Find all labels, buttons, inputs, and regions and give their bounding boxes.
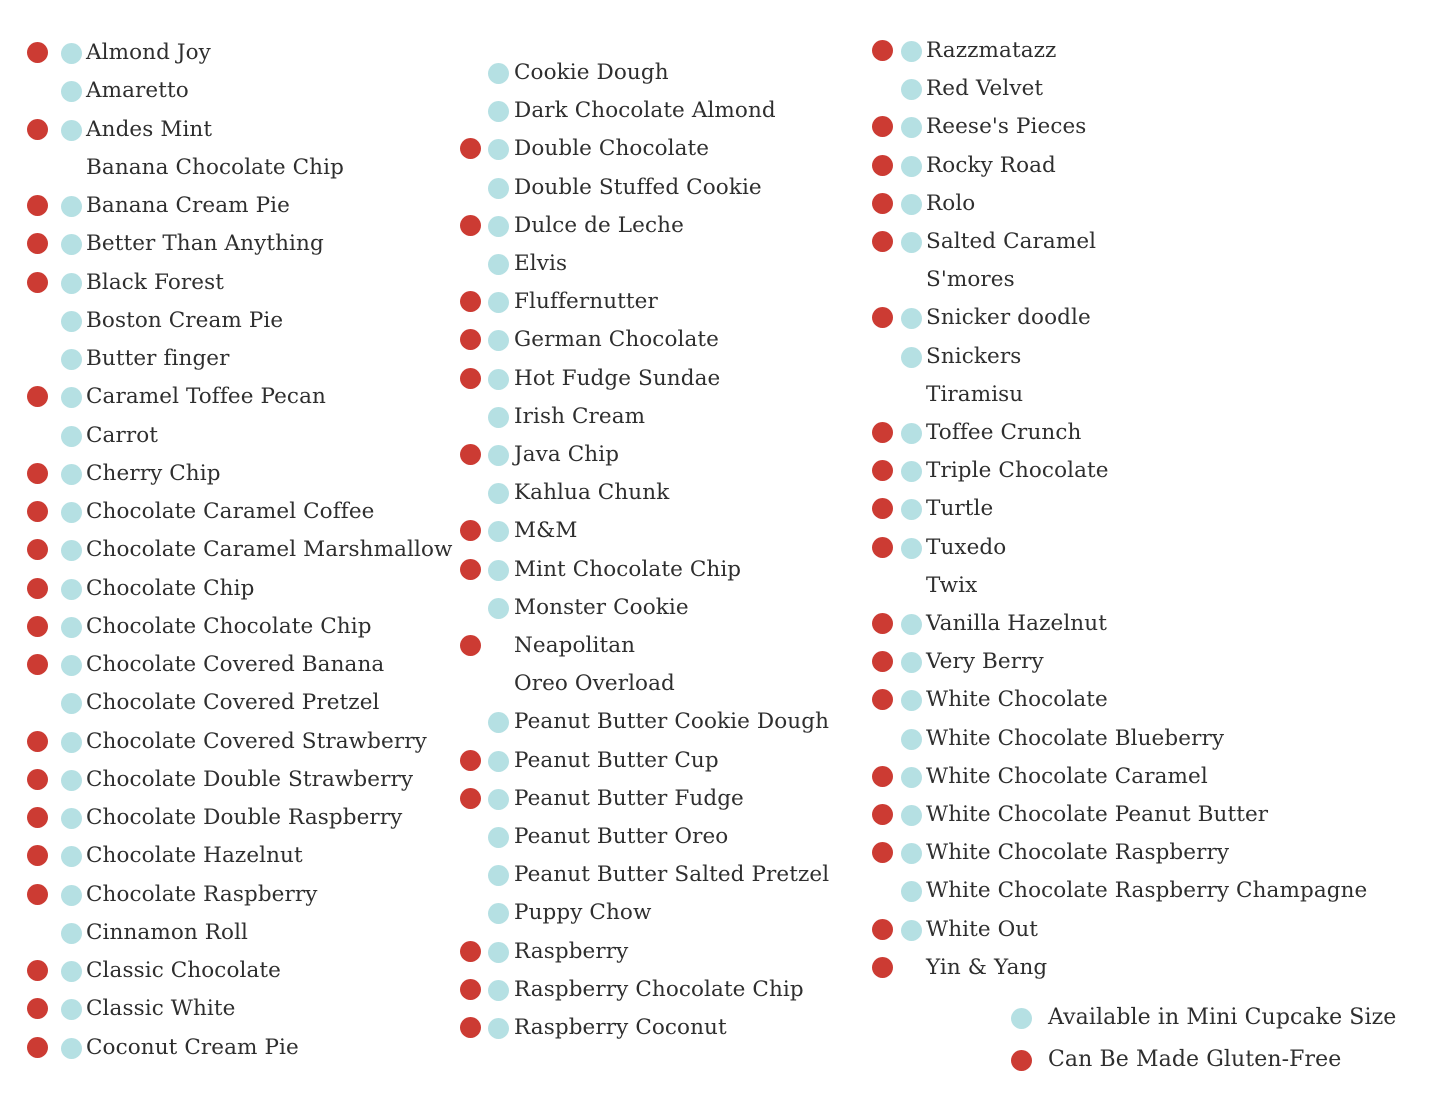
red-dot-icon [872, 422, 893, 443]
flavor-name: Peanut Butter Cup [514, 747, 719, 773]
light-blue-dot-icon [901, 117, 922, 138]
flavor-name: Reese's Pieces [926, 114, 1087, 140]
light-blue-dot-icon [901, 805, 922, 826]
flavor-name: Double Stuffed Cookie [514, 174, 762, 200]
flavor-name: Black Forest [86, 269, 224, 295]
red-dot-icon [27, 501, 48, 522]
red-dot-icon [27, 807, 48, 828]
flavor-name: Yin & Yang [926, 954, 1048, 980]
red-dot-icon [460, 215, 481, 236]
light-blue-dot-icon [488, 216, 509, 237]
light-blue-dot-icon [61, 693, 82, 714]
red-dot-icon [872, 498, 893, 519]
red-dot-icon [27, 272, 48, 293]
flavor-name: White Chocolate Peanut Butter [926, 802, 1269, 827]
legend-gluten-free-label: Can Be Made Gluten-Free [1048, 1047, 1342, 1072]
light-blue-dot-icon [61, 502, 82, 523]
light-blue-dot-icon [488, 789, 509, 810]
light-blue-dot-icon [901, 423, 922, 444]
light-blue-dot-icon [61, 1038, 82, 1059]
light-blue-dot-icon [901, 232, 922, 253]
red-dot-icon [27, 42, 48, 63]
red-dot-icon [460, 635, 481, 656]
red-dot-icon [460, 291, 481, 312]
light-blue-dot-icon [901, 920, 922, 941]
light-blue-dot-icon [901, 308, 922, 329]
red-dot-icon [27, 769, 48, 790]
light-blue-dot-icon [61, 579, 82, 600]
red-dot-icon [460, 444, 481, 465]
red-dot-icon [872, 193, 893, 214]
light-blue-dot-icon [488, 712, 509, 733]
light-blue-dot-icon [61, 81, 82, 102]
flavor-name: Raspberry Coconut [514, 1015, 727, 1040]
light-blue-dot-icon [488, 865, 509, 886]
red-dot-icon [27, 654, 48, 675]
light-blue-dot-icon [61, 349, 82, 370]
light-blue-dot-icon [901, 767, 922, 788]
legend-mini [1011, 1003, 1411, 1033]
red-dot-icon [872, 689, 893, 710]
light-blue-dot-icon [488, 292, 509, 313]
flavor-name: Banana Cream Pie [86, 193, 290, 218]
flavor-name: Chocolate Caramel Marshmallow [86, 537, 453, 563]
flavor-name: Boston Cream Pie [86, 307, 284, 333]
red-dot-icon [872, 155, 893, 176]
light-blue-dot-icon [488, 254, 509, 275]
flavor-name: Mint Chocolate Chip [514, 556, 742, 582]
red-dot-icon [27, 539, 48, 560]
flavor-name: Butter finger [86, 346, 230, 371]
red-dot-icon [27, 998, 48, 1019]
red-dot-icon [27, 578, 48, 599]
red-dot-icon [460, 1017, 481, 1038]
light-blue-dot-icon [488, 63, 509, 84]
flavor-name: Classic Chocolate [86, 958, 281, 983]
light-blue-dot-icon [488, 483, 509, 504]
flavor-name: White Chocolate Blueberry [926, 725, 1225, 751]
flavor-name: Almond Joy [86, 40, 211, 65]
flavor-name: Hot Fudge Sundae [514, 365, 721, 391]
legend-mini-label: Available in Mini Cupcake Size [1048, 1005, 1397, 1030]
flavor-name: Monster Cookie [514, 594, 689, 620]
flavor-name: Peanut Butter Oreo [514, 824, 729, 849]
light-blue-dot-icon [61, 732, 82, 753]
flavor-name: Better Than Anything [86, 231, 324, 257]
light-blue-dot-icon [61, 426, 82, 447]
flavor-name: Irish Cream [514, 403, 646, 429]
light-blue-dot-icon [901, 156, 922, 177]
flavor-item-white-chocolate-raspberry-champagne [0, 876, 1368, 906]
flavor-name: Peanut Butter Cookie Dough [514, 709, 830, 735]
light-blue-dot-icon [901, 41, 922, 62]
light-blue-dot-icon [61, 464, 82, 485]
flavor-name: German Chocolate [514, 327, 719, 353]
light-blue-dot-icon [61, 234, 82, 255]
red-dot-icon [460, 520, 481, 541]
flavor-name: Cinnamon Roll [86, 919, 249, 945]
red-dot-icon [872, 613, 893, 634]
flavor-name: Fluffernutter [514, 289, 658, 315]
red-dot-icon [872, 537, 893, 558]
light-blue-dot-icon [61, 999, 82, 1020]
light-blue-dot-icon [488, 330, 509, 351]
light-blue-dot-icon [901, 194, 922, 215]
light-blue-dot-icon [901, 461, 922, 482]
red-dot-icon [460, 788, 481, 809]
red-dot-icon [872, 919, 893, 940]
flavor-name: Puppy Chow [514, 900, 652, 926]
flavor-name: Peanut Butter Fudge [514, 785, 744, 811]
red-dot-icon [460, 138, 481, 159]
flavor-name: Amaretto [86, 78, 189, 104]
flavor-name: White Chocolate Caramel [926, 763, 1208, 789]
light-blue-dot-icon [61, 655, 82, 676]
flavor-name: Chocolate Chip [86, 575, 255, 601]
flavor-name: White Chocolate Raspberry Champagne [926, 878, 1368, 904]
red-dot-icon [27, 616, 48, 637]
flavor-name: Classic White [86, 996, 236, 1022]
light-blue-dot-icon [488, 369, 509, 390]
flavor-name: Chocolate Double Raspberry [86, 805, 403, 830]
light-blue-dot-icon [488, 751, 509, 772]
flavor-name: Rolo [926, 190, 976, 216]
flavor-name: Chocolate Raspberry [86, 881, 318, 907]
red-dot-icon [872, 842, 893, 863]
light-blue-dot-icon [488, 101, 509, 122]
light-blue-dot-icon [61, 885, 82, 906]
flavor-name: Tuxedo [926, 534, 1007, 560]
red-dot-icon [27, 731, 48, 752]
light-blue-dot-icon [901, 79, 922, 100]
flavor-name: Raspberry [514, 938, 629, 964]
light-blue-dot-icon [61, 273, 82, 294]
light-blue-dot-icon [901, 499, 922, 520]
flavor-name: Neapolitan [514, 633, 636, 658]
flavor-name: Chocolate Hazelnut [86, 843, 303, 869]
light-blue-dot-icon [61, 770, 82, 791]
flavor-name: Dulce de Leche [514, 212, 684, 238]
light-blue-dot-icon [488, 139, 509, 160]
flavor-name: Raspberry Chocolate Chip [514, 976, 804, 1002]
light-blue-dot-icon [488, 560, 509, 581]
light-blue-dot-icon [901, 690, 922, 711]
light-blue-dot-icon [901, 347, 922, 368]
flavor-name: M&M [514, 518, 578, 544]
flavor-name: Caramel Toffee Pecan [86, 384, 326, 410]
light-blue-dot-icon [61, 540, 82, 561]
light-blue-dot-icon [61, 311, 82, 332]
red-dot-icon [872, 766, 893, 787]
red-dot-icon [27, 233, 48, 254]
flavor-name: Banana Chocolate Chip [86, 154, 344, 180]
light-blue-dot-icon [488, 980, 509, 1001]
flavor-name: Vanilla Hazelnut [926, 611, 1107, 636]
light-blue-dot-icon [901, 538, 922, 559]
flavor-name: Chocolate Caramel Coffee [86, 499, 375, 524]
red-dot-icon [872, 231, 893, 252]
red-dot-icon [872, 307, 893, 328]
light-blue-dot-icon [61, 961, 82, 982]
flavor-name: White Chocolate Raspberry [926, 840, 1230, 866]
red-dot-icon [460, 750, 481, 771]
red-dot-icon [872, 804, 893, 825]
flavor-name: Twix [926, 572, 978, 598]
flavor-name: Chocolate Double Strawberry [86, 766, 414, 792]
flavor-name: Triple Chocolate [926, 458, 1109, 484]
light-blue-dot-icon [61, 617, 82, 638]
flavor-name: Kahlua Chunk [514, 480, 670, 506]
red-dot-icon [27, 119, 48, 140]
flavor-name: Java Chip [514, 442, 620, 467]
light-blue-dot-icon [488, 827, 509, 848]
flavor-name: Dark Chocolate Almond [514, 98, 776, 124]
red-dot-icon [872, 460, 893, 481]
flavor-item-raspberry-coconut [0, 1013, 727, 1043]
flavor-name: Chocolate Covered Banana [86, 652, 385, 677]
legend-gluten-free [1011, 1045, 1411, 1075]
light-blue-dot-icon [488, 445, 509, 466]
red-dot-icon [27, 960, 48, 981]
light-blue-dot-icon [61, 387, 82, 408]
flavor-name: Salted Caramel [926, 229, 1097, 254]
light-blue-dot-icon [901, 843, 922, 864]
flavor-name: Red Velvet [926, 76, 1044, 102]
light-blue-dot-icon [488, 1018, 509, 1039]
flavor-name: Toffee Crunch [926, 420, 1082, 445]
flavor-name: Razzmatazz [926, 38, 1057, 63]
red-dot-icon [872, 40, 893, 61]
flavor-name: White Out [926, 916, 1039, 942]
flavor-name: Chocolate Covered Pretzel [86, 690, 380, 716]
flavor-name: Coconut Cream Pie [86, 1034, 299, 1060]
light-blue-dot-icon [488, 407, 509, 428]
light-blue-dot-icon [61, 196, 82, 217]
flavor-name: Cherry Chip [86, 460, 221, 486]
red-dot-icon [460, 559, 481, 580]
flavor-name: Andes Mint [86, 116, 213, 142]
light-blue-dot-icon [1011, 1008, 1032, 1029]
light-blue-dot-icon [61, 120, 82, 141]
light-blue-dot-icon [61, 808, 82, 829]
flavor-name: Peanut Butter Salted Pretzel [514, 862, 830, 888]
red-dot-icon [1011, 1050, 1032, 1071]
red-dot-icon [872, 651, 893, 672]
light-blue-dot-icon [901, 881, 922, 902]
light-blue-dot-icon [488, 598, 509, 619]
red-dot-icon [27, 195, 48, 216]
light-blue-dot-icon [488, 942, 509, 963]
flavor-name: Carrot [86, 422, 159, 448]
red-dot-icon [872, 116, 893, 137]
flavor-name: Rocky Road [926, 152, 1056, 178]
flavor-name: Turtle [926, 496, 994, 522]
flavor-name: Chocolate Covered Strawberry [86, 728, 427, 754]
red-dot-icon [460, 979, 481, 1000]
red-dot-icon [27, 884, 48, 905]
light-blue-dot-icon [61, 43, 82, 64]
light-blue-dot-icon [488, 521, 509, 542]
flavor-name: Very Berry [926, 649, 1044, 675]
flavor-name: Cookie Dough [514, 60, 669, 85]
flavor-name: Chocolate Chocolate Chip [86, 613, 372, 639]
flavor-name: White Chocolate [926, 687, 1108, 713]
red-dot-icon [460, 368, 481, 389]
red-dot-icon [872, 957, 893, 978]
light-blue-dot-icon [901, 614, 922, 635]
light-blue-dot-icon [61, 923, 82, 944]
red-dot-icon [460, 329, 481, 350]
flavor-name: Double Chocolate [514, 136, 710, 162]
light-blue-dot-icon [901, 652, 922, 673]
flavor-name: S'mores [926, 267, 1015, 293]
light-blue-dot-icon [488, 178, 509, 199]
red-dot-icon [27, 463, 48, 484]
flavor-name: Snicker doodle [926, 305, 1091, 331]
light-blue-dot-icon [488, 903, 509, 924]
flavor-name: Elvis [514, 251, 568, 276]
red-dot-icon [27, 1037, 48, 1058]
flavor-name: Tiramisu [926, 381, 1024, 407]
light-blue-dot-icon [901, 729, 922, 750]
light-blue-dot-icon [61, 846, 82, 867]
flavor-name: Snickers [926, 343, 1022, 369]
flavor-name: Oreo Overload [514, 671, 675, 697]
red-dot-icon [460, 941, 481, 962]
red-dot-icon [27, 845, 48, 866]
red-dot-icon [27, 386, 48, 407]
